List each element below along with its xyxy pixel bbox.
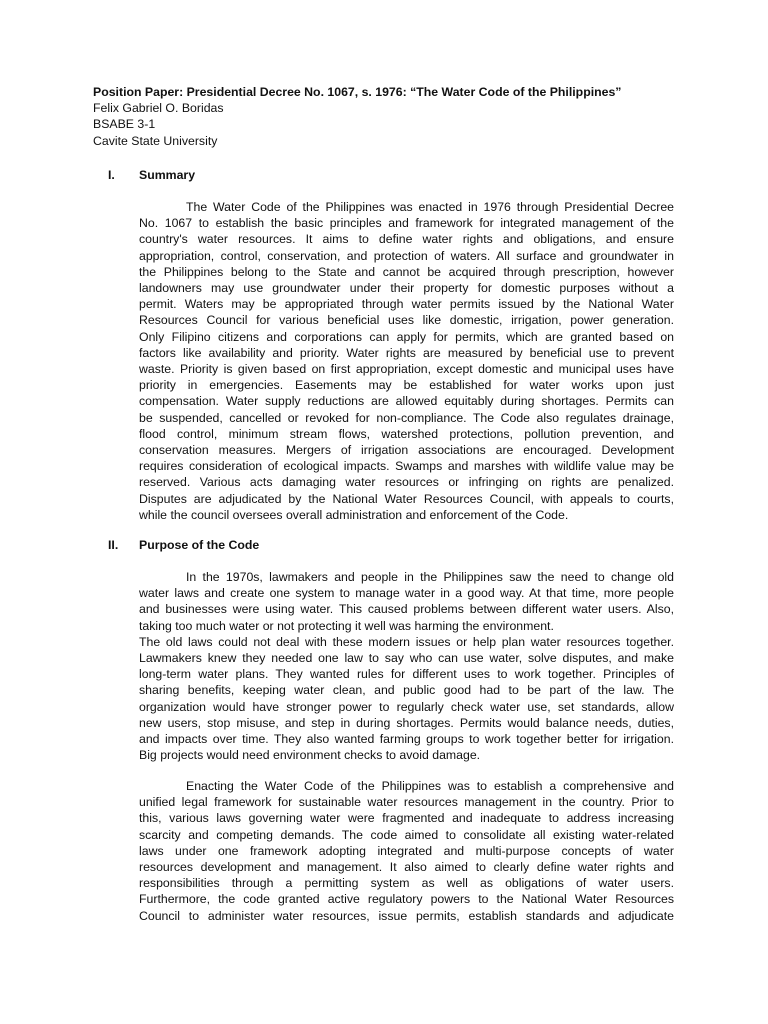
paragraph-line: priority in emergencies. Easements may be established for water works upon just — [139, 378, 674, 393]
paragraph-line: scarcity and competing demands. The code aimed to consolidate all existing water-related — [139, 827, 674, 842]
paragraph-line: compensation. Water supply reductions are allowed equitably during shortages. Permits can — [139, 394, 674, 409]
paragraph-line: the Philippines belong to the State and cannot be acquired through prescription, however — [139, 264, 674, 279]
paragraph-line: conservation measures. Mergers of irrigation associations are encouraged. Development — [139, 443, 674, 458]
summary-paragraph — [139, 199, 674, 523]
section-number: II. — [108, 538, 119, 552]
document-header — [93, 84, 693, 149]
paragraph-line: landowners may use groundwater under their property for domestic purposes without a — [139, 281, 674, 296]
paragraph-line: and businesses were using water. This caused problems between different water users. Also, — [139, 602, 674, 617]
school-name: Cavite State University — [93, 133, 218, 148]
paragraph-line: Disputes are adjudicated by the National Water Resources Council, with appeals to courts, — [139, 491, 674, 506]
paragraph-line: Council to administer water resources, issue permits, establish standards and adjudicate — [139, 908, 674, 923]
paragraph-line: Only Filipino citizens and corporations can apply for permits, which are granted based on — [139, 329, 674, 344]
paragraph-line: factors like availability and priority. Water rights are measured by beneficial use to prevent — [139, 345, 674, 360]
paragraph-line: Enacting the Water Code of the Philippines was to establish a comprehensive and — [186, 779, 674, 793]
paragraph-line: Lawmakers knew they needed one law to say who can use water, solve disputes, and make — [139, 651, 674, 666]
paragraph-line: The Water Code of the Philippines was enacted in 1976 through Presidential Decree — [186, 200, 674, 214]
paragraph-line: organization would have stronger power to regularly check water use, set standards, allow — [139, 699, 674, 714]
section-number: I. — [108, 168, 115, 182]
section-title: Purpose of the Code — [139, 538, 260, 552]
course-section: BSABE 3-1 — [93, 117, 156, 132]
paragraph-line: taking too much water or not protecting it well was harming the environment. — [139, 618, 554, 633]
paragraph-line: water laws and create one system to manage water in a good way. At that time, more people — [139, 586, 674, 601]
paragraph-line: while the council oversees overall administration and enforcement of the Code. — [139, 507, 569, 522]
paragraph-line: and impacts over time. They also wanted farming groups to work together better for irrigation. — [139, 732, 674, 747]
paragraph-line: sharing benefits, keeping water clean, and public good had to be part of the law. The — [139, 683, 674, 698]
purpose-paragraph-1 — [139, 569, 674, 763]
paragraph-line: this, various laws governing water were fragmented and inadequate to address increasing — [139, 811, 674, 826]
paragraph-line: Big projects would need environment checks to avoid damage. — [139, 748, 481, 763]
paragraph-line: flood control, minimum stream flows, watershed protections, pollution prevention, and — [139, 426, 674, 441]
paragraph-line: laws under one framework adopting integrated and multi-purpose concepts of water — [139, 843, 674, 858]
paragraph-line: long-term water plans. They wanted rules for different uses to work together. Principles of — [139, 667, 674, 682]
paragraph-line: The old laws could not deal with these modern issues or help plan water resources together. — [139, 634, 674, 649]
paper-title: Position Paper: Presidential Decree No. 1067, s. 1976: “The Water Code of the Philippines” — [93, 85, 622, 99]
paragraph-line: resources development and management. It also aimed to clearly define water rights and — [139, 860, 674, 875]
paragraph-line: unified legal framework for sustainable water resources management in the country. Prior to — [139, 795, 674, 810]
paragraph-line: waste. Priority is given based on first appropriation, except domestic and municipal uses have — [139, 362, 674, 377]
author-name: Felix Gabriel O. Boridas — [93, 101, 224, 116]
paragraph-line: country's water resources. It aims to define water rights and obligations, and ensure — [139, 232, 674, 247]
section-title: Summary — [139, 168, 196, 182]
paragraph-line: No. 1067 to establish the basic principles and framework for integrated management of the — [139, 216, 674, 231]
paragraph-line: new users, stop misuse, and step in during shortages. Permits would balance needs, duties, — [139, 715, 674, 730]
paragraph-line: appropriation, control, conservation, and protection of waters. All surface and groundwater in — [139, 248, 674, 263]
paragraph-line: Resources Council for various beneficial uses like domestic, irrigation, power generation. — [139, 313, 674, 328]
paragraph-line: responsibilities through a permitting system as well as obligations of water users. — [139, 876, 674, 891]
paragraph-line: reserved. Various acts damaging water resources or infringing on rights are penalized. — [139, 475, 674, 490]
purpose-paragraph-2 — [139, 778, 674, 924]
paragraph-line: be suspended, cancelled or revoked for non-compliance. The Code also regulates drainage, — [139, 410, 674, 425]
paragraph-line: Furthermore, the code granted active regulatory powers to the National Water Resources — [139, 892, 674, 907]
paragraph-line: requires consideration of ecological impacts. Swamps and marshes with wildlife value may be — [139, 459, 674, 474]
paragraph-line: permit. Waters may be appropriated through water permits issued by the National Water — [139, 297, 674, 312]
paragraph-line: In the 1970s, lawmakers and people in the Philippines saw the need to change old — [186, 570, 674, 584]
